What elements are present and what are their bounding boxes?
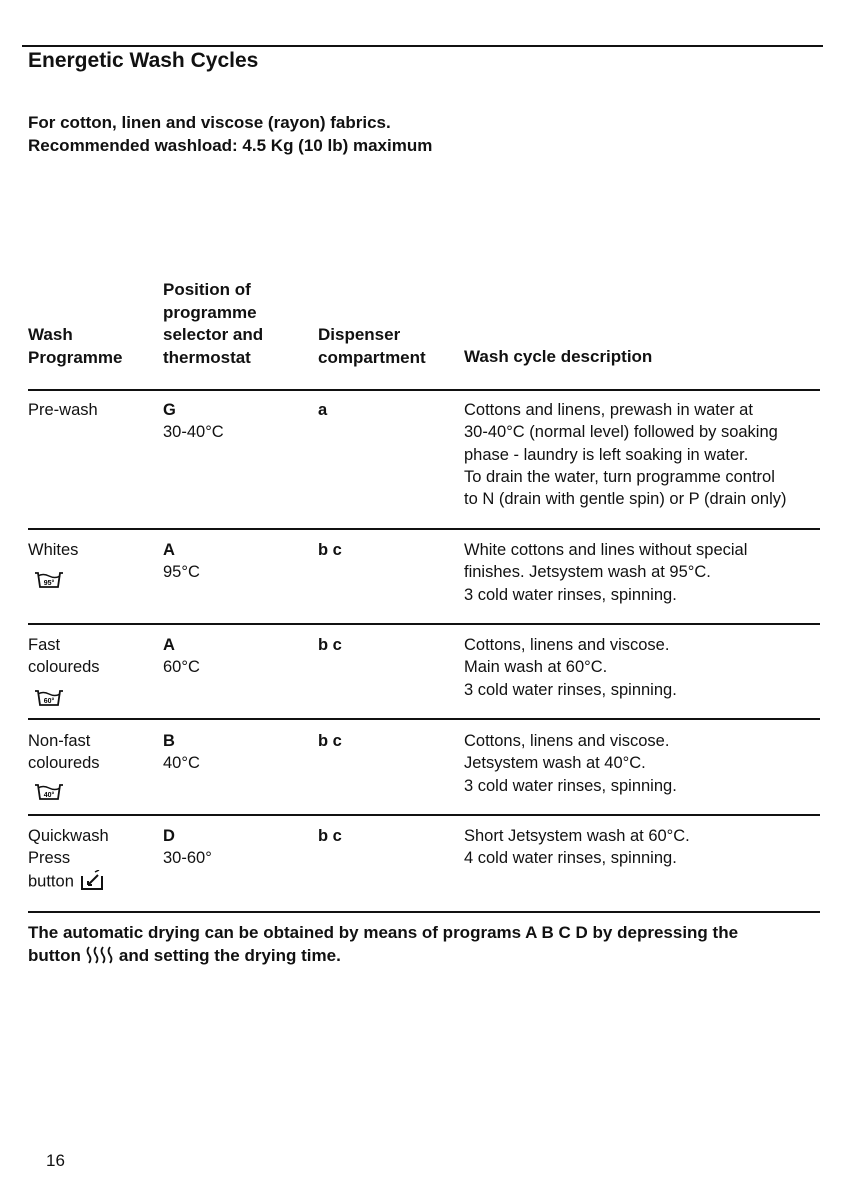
description-line: 3 cold water rinses, spinning.	[464, 680, 677, 699]
thermostat-value: 30-60°	[163, 849, 212, 868]
programme-line-with-icon	[28, 870, 109, 894]
page-number: 16	[46, 1151, 65, 1170]
description-line: 4 cold water rinses, spinning.	[464, 849, 677, 868]
header-position	[163, 279, 263, 369]
description-line: Jetsystem wash at 40°C.	[464, 754, 646, 773]
header-position-line: selector and	[163, 325, 264, 344]
row-rule	[28, 623, 820, 625]
description-line: 30-40°C (normal level) followed by soaking	[464, 423, 778, 442]
row-fast-coloureds-programme	[28, 634, 100, 679]
description-line: Main wash at 60°C.	[464, 658, 608, 677]
header-dispenser	[318, 324, 426, 369]
row-quickwash-programme	[28, 825, 109, 894]
page-title: Energetic Wash Cycles	[28, 49, 259, 72]
description-line: Cottons, linens and viscose.	[464, 636, 670, 654]
quickwash-button-icon	[80, 870, 106, 892]
thermostat-value: 30-40°C	[163, 423, 224, 442]
selector-letter: A	[163, 636, 175, 654]
drying-note	[28, 921, 738, 968]
intro-line-washload: Recommended washload: 4.5 Kg (10 lb) maximum	[28, 136, 433, 155]
row-prewash-dispenser: a	[318, 401, 328, 419]
header-rule	[28, 389, 820, 391]
row-nonfast-coloureds-description	[464, 730, 677, 797]
row-prewash-programme: Pre-wash	[28, 401, 98, 419]
thermostat-value: 95°C	[163, 563, 200, 582]
description-line: Short Jetsystem wash at 60°C.	[464, 827, 690, 845]
selector-letter: A	[163, 541, 175, 559]
description-line: 3 cold water rinses, spinning.	[464, 585, 677, 604]
top-rule	[22, 45, 823, 47]
thermostat-value: 60°C	[163, 658, 200, 677]
header-programme-line: Programme	[28, 347, 123, 367]
header-position-line: programme	[163, 302, 257, 322]
description-line: Cottons and linens, prewash in water at	[464, 401, 753, 419]
row-nonfast-coloureds-dispenser: b c	[318, 732, 342, 750]
row-rule	[28, 814, 820, 816]
intro-line-fabrics: For cotton, linen and viscose (rayon) fabrics.	[28, 113, 391, 132]
drying-note-text: and setting the drying time.	[118, 946, 341, 965]
description-line: To drain the water, turn programme control	[464, 467, 775, 486]
thermostat-value: 40°C	[163, 754, 200, 773]
header-position-line: thermostat	[163, 347, 251, 367]
programme-line: button	[28, 871, 74, 890]
programme-line: coloureds	[28, 754, 100, 773]
description-line: finishes. Jetsystem wash at 95°C.	[464, 563, 711, 582]
row-fast-coloureds-dispenser: b c	[318, 636, 342, 654]
description-line: phase - laundry is left soaking in water.	[464, 445, 749, 464]
wash-60-icon	[34, 688, 64, 708]
header-programme-line: Wash	[28, 325, 73, 344]
selector-letter: D	[163, 827, 175, 845]
row-fast-coloureds-description	[464, 634, 677, 701]
programme-line: Non-fast	[28, 732, 91, 750]
wash-95-icon	[34, 570, 64, 590]
row-quickwash-position	[163, 825, 212, 870]
row-whites-dispenser: b c	[318, 541, 342, 559]
row-whites-programme: Whites	[28, 541, 79, 559]
row-quickwash-dispenser: b c	[318, 827, 342, 845]
svg-text:60°: 60°	[43, 698, 55, 705]
programme-line: coloureds	[28, 658, 100, 677]
row-whites-position	[163, 539, 200, 584]
row-rule	[28, 528, 820, 530]
description-line: Cottons, linens and viscose.	[464, 732, 670, 750]
description-line: 3 cold water rinses, spinning.	[464, 776, 677, 795]
header-dispenser-line: Dispenser	[318, 325, 401, 344]
row-rule	[28, 718, 820, 720]
row-prewash-description	[464, 399, 787, 510]
selector-letter: B	[163, 732, 175, 750]
header-wash-programme	[28, 324, 122, 369]
programme-line: Press	[28, 849, 71, 868]
svg-text:40°: 40°	[43, 792, 55, 799]
row-fast-coloureds-position	[163, 634, 200, 679]
description-line: White cottons and lines without special	[464, 541, 748, 559]
selector-letter: G	[163, 401, 176, 419]
intro-text	[28, 111, 432, 157]
programme-line: Quickwash	[28, 827, 109, 845]
programme-line: Fast	[28, 636, 61, 654]
drying-heat-icon	[85, 945, 115, 965]
row-whites-description	[464, 539, 747, 606]
svg-text:95°: 95°	[43, 580, 55, 587]
drying-note-line: The automatic drying can be obtained by means of programs A B C D by depressing the	[28, 923, 739, 942]
header-position-line: Position of	[163, 280, 251, 299]
description-line: to N (drain with gentle spin) or P (drain only)	[464, 490, 787, 509]
row-nonfast-coloureds-position	[163, 730, 200, 775]
header-dispenser-line: compartment	[318, 347, 426, 367]
row-nonfast-coloureds-programme	[28, 730, 100, 775]
drying-note-text: button	[28, 946, 81, 965]
wash-40-icon	[34, 782, 64, 802]
bottom-rule	[28, 911, 820, 913]
row-prewash-position	[163, 399, 224, 444]
header-description: Wash cycle description	[464, 347, 653, 366]
drying-note-line	[28, 944, 738, 968]
row-quickwash-description	[464, 825, 690, 870]
